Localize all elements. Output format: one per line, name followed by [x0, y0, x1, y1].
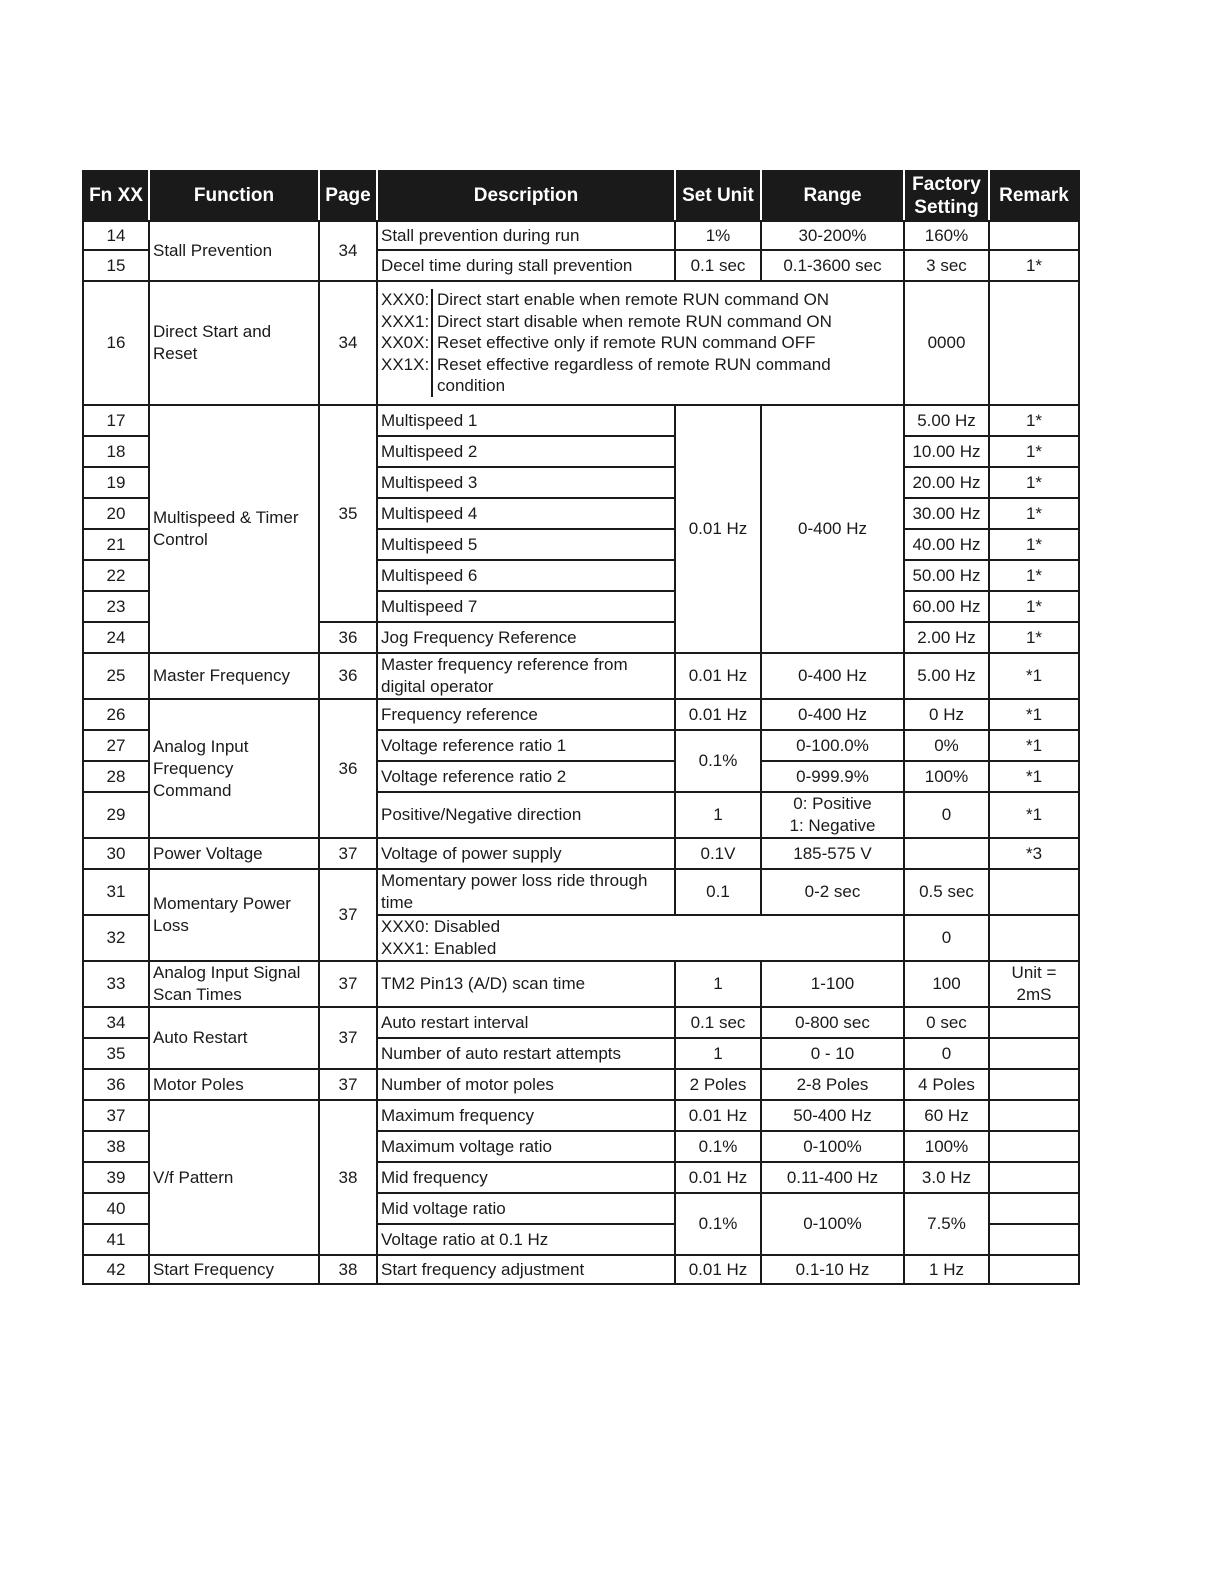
description-cell: Voltage reference ratio 1: [377, 730, 675, 761]
fn-cell: 42: [83, 1255, 149, 1284]
set-unit-cell: 0.01 Hz: [675, 1162, 761, 1193]
header-function: Function: [149, 171, 319, 221]
range-line: 1: Negative: [789, 816, 876, 835]
fn-cell: 27: [83, 730, 149, 761]
factory-cell: 0: [904, 915, 989, 961]
page-cell: 36: [319, 699, 377, 838]
set-unit-cell: 1: [675, 961, 761, 1007]
factory-cell: 2.00 Hz: [904, 622, 989, 653]
range-cell: 0.1-10 Hz: [761, 1255, 904, 1284]
range-cell: 185-575 V: [761, 838, 904, 869]
factory-cell: 0 sec: [904, 1007, 989, 1038]
description-cell: Stall prevention during run: [377, 221, 675, 250]
description-line: time: [381, 893, 414, 912]
page-cell: 37: [319, 869, 377, 961]
function-cell: Power Voltage: [149, 838, 319, 869]
table-row: [83, 405, 1079, 436]
set-unit-cell: 0.1 sec: [675, 250, 761, 281]
header-row: [83, 171, 1079, 221]
range-cell: 0 - 10: [761, 1038, 904, 1069]
page-cell: 34: [319, 281, 377, 405]
description-cell: Auto restart interval: [377, 1007, 675, 1038]
header-set-unit: Set Unit: [675, 171, 761, 221]
factory-cell: 60.00 Hz: [904, 591, 989, 622]
range-cell: 0-100.0%: [761, 730, 904, 761]
fn-cell: 28: [83, 761, 149, 792]
set-unit-cell: 0.1: [675, 869, 761, 915]
function-line: Multispeed & Timer: [153, 508, 299, 527]
set-unit-cell: 2 Poles: [675, 1069, 761, 1100]
remark-cell: 1*: [989, 436, 1079, 467]
function-line: Scan Times: [153, 985, 242, 1004]
header-remark: Remark: [989, 171, 1079, 221]
remark-cell: 1*: [989, 622, 1079, 653]
fn-cell: 21: [83, 529, 149, 560]
remark-cell: 1*: [989, 529, 1079, 560]
fn-cell: 26: [83, 699, 149, 730]
function-cell: Start Frequency: [149, 1255, 319, 1284]
range-cell: 0-100%: [761, 1131, 904, 1162]
range-cell: 0-400 Hz: [761, 405, 904, 653]
range-cell: 50-400 Hz: [761, 1100, 904, 1131]
set-unit-cell: 0.1%: [675, 1131, 761, 1162]
description-cell: Number of motor poles: [377, 1069, 675, 1100]
set-unit-cell: 0.01 Hz: [675, 653, 761, 699]
remark-cell: [989, 1038, 1079, 1069]
fn-cell: 22: [83, 560, 149, 591]
factory-cell: 0 Hz: [904, 699, 989, 730]
fn-cell: 34: [83, 1007, 149, 1038]
description-cell: Frequency reference: [377, 699, 675, 730]
function-line: Frequency: [153, 758, 234, 778]
remark-cell: *1: [989, 792, 1079, 838]
function-line: Control: [153, 530, 208, 549]
page-cell: 37: [319, 961, 377, 1007]
function-cell: Stall Prevention: [149, 221, 319, 281]
function-cell: Motor Poles: [149, 1069, 319, 1100]
fn-cell: 29: [83, 792, 149, 838]
set-unit-cell: 1: [675, 1038, 761, 1069]
factory-cell: 7.5%: [904, 1193, 989, 1255]
factory-cell: 0.5 sec: [904, 869, 989, 915]
page-cell: 34: [319, 221, 377, 281]
factory-cell: 4 Poles: [904, 1069, 989, 1100]
factory-cell: 100: [904, 961, 989, 1007]
description-cell: [377, 915, 904, 961]
factory-cell: 1 Hz: [904, 1255, 989, 1284]
set-unit-cell: 0.01 Hz: [675, 405, 761, 653]
remark-cell: [989, 1162, 1079, 1193]
remark-cell: 1*: [989, 560, 1079, 591]
factory-cell: 5.00 Hz: [904, 653, 989, 699]
parameter-table: [82, 170, 1080, 1285]
fn-cell: 32: [83, 915, 149, 961]
range-cell: [761, 792, 904, 838]
description-cell: Voltage reference ratio 2: [377, 761, 675, 792]
remark-cell: [989, 1069, 1079, 1100]
factory-cell: 3.0 Hz: [904, 1162, 989, 1193]
remark-cell: 1*: [989, 498, 1079, 529]
function-cell: [149, 281, 319, 405]
function-line: Command: [153, 780, 232, 800]
description-cell: Multispeed 3: [377, 467, 675, 498]
table-row: [83, 961, 1079, 1007]
set-unit-cell: 1%: [675, 221, 761, 250]
set-unit-cell: 0.1%: [675, 1193, 761, 1255]
function-line: Momentary Power: [153, 894, 291, 913]
range-cell: 0-2 sec: [761, 869, 904, 915]
fn-cell: 18: [83, 436, 149, 467]
description-line: XXX0: Disabled: [381, 917, 501, 936]
description-cell: Positive/Negative direction: [377, 792, 675, 838]
page-cell: 38: [319, 1100, 377, 1255]
factory-cell: 100%: [904, 761, 989, 792]
table-row: [83, 1007, 1079, 1038]
description-cell: Multispeed 1: [377, 405, 675, 436]
factory-cell: 30.00 Hz: [904, 498, 989, 529]
fn-cell: 17: [83, 405, 149, 436]
page-cell: 36: [319, 653, 377, 699]
description-cell: Multispeed 5: [377, 529, 675, 560]
range-cell: 0.11-400 Hz: [761, 1162, 904, 1193]
header-factory-line1: Factory: [912, 174, 981, 195]
remark-line: 2mS: [1016, 985, 1052, 1004]
page-cell: 38: [319, 1255, 377, 1284]
range-cell: 0-999.9%: [761, 761, 904, 792]
table-row: [83, 869, 1079, 915]
description-cell: Mid frequency: [377, 1162, 675, 1193]
code-value: XX0X:: [381, 332, 433, 354]
remark-cell: [989, 281, 1079, 405]
function-cell: Master Frequency: [149, 653, 319, 699]
range-cell: 2-8 Poles: [761, 1069, 904, 1100]
factory-cell: 160%: [904, 221, 989, 250]
page-cell: 37: [319, 838, 377, 869]
function-cell: [149, 405, 319, 653]
code-value: XXX1:: [381, 311, 433, 333]
fn-cell: 25: [83, 653, 149, 699]
fn-cell: 19: [83, 467, 149, 498]
fn-cell: 38: [83, 1131, 149, 1162]
fn-cell: 36: [83, 1069, 149, 1100]
factory-cell: 100%: [904, 1131, 989, 1162]
remark-cell: [989, 1224, 1079, 1255]
code-desc: condition: [437, 376, 506, 396]
range-cell: 30-200%: [761, 221, 904, 250]
fn-cell: 20: [83, 498, 149, 529]
description-line: Master frequency reference from: [381, 655, 628, 674]
function-line: Loss: [153, 916, 189, 935]
header-factory-setting: [904, 171, 989, 221]
fn-cell: 37: [83, 1100, 149, 1131]
remark-cell: 1*: [989, 250, 1079, 281]
description-cell: Maximum frequency: [377, 1100, 675, 1131]
table-row: [83, 1100, 1079, 1131]
factory-cell: 10.00 Hz: [904, 436, 989, 467]
fn-cell: 15: [83, 250, 149, 281]
remark-cell: 1*: [989, 467, 1079, 498]
table-row: [83, 1255, 1079, 1284]
remark-cell: [989, 1255, 1079, 1284]
function-cell: V/f Pattern: [149, 1100, 319, 1255]
remark-cell: [989, 915, 1079, 961]
table-row: [83, 653, 1079, 699]
function-cell: Auto Restart: [149, 1007, 319, 1069]
range-cell: 0-800 sec: [761, 1007, 904, 1038]
remark-cell: *1: [989, 699, 1079, 730]
table-row: [83, 838, 1079, 869]
range-cell: 0-400 Hz: [761, 653, 904, 699]
function-cell: [149, 961, 319, 1007]
set-unit-cell: 0.01 Hz: [675, 699, 761, 730]
fn-cell: 39: [83, 1162, 149, 1193]
header-page: Page: [319, 171, 377, 221]
remark-cell: *3: [989, 838, 1079, 869]
function-cell: [149, 699, 319, 838]
factory-cell: 0%: [904, 730, 989, 761]
remark-cell: [989, 961, 1079, 1007]
description-cell: Multispeed 7: [377, 591, 675, 622]
range-cell: 1-100: [761, 961, 904, 1007]
code-value-blank: [381, 375, 433, 397]
description-line: XXX1: Enabled: [381, 939, 497, 958]
description-cell: Start frequency adjustment: [377, 1255, 675, 1284]
fn-cell: 35: [83, 1038, 149, 1069]
set-unit-cell: 0.1 sec: [675, 1007, 761, 1038]
factory-cell: 50.00 Hz: [904, 560, 989, 591]
remark-cell: [989, 1007, 1079, 1038]
fn-cell: 41: [83, 1224, 149, 1255]
table-row: [83, 281, 1079, 405]
code-list: [381, 289, 900, 397]
remark-cell: [989, 1100, 1079, 1131]
range-line: 0: Positive: [793, 794, 872, 813]
fn-cell: 23: [83, 591, 149, 622]
description-cell: Decel time during stall prevention: [377, 250, 675, 281]
description-cell: [377, 653, 675, 699]
factory-cell: [904, 838, 989, 869]
description-cell: Number of auto restart attempts: [377, 1038, 675, 1069]
range-cell: 0-400 Hz: [761, 699, 904, 730]
code-desc: Direct start disable when remote RUN command ON: [437, 311, 832, 331]
factory-cell: 0000: [904, 281, 989, 405]
fn-cell: 30: [83, 838, 149, 869]
remark-cell: [989, 869, 1079, 915]
function-cell: [149, 869, 319, 961]
code-desc: Reset effective regardless of remote RUN command: [437, 354, 831, 374]
code-desc: Direct start enable when remote RUN command ON: [437, 290, 830, 310]
description-line: Momentary power loss ride through: [381, 871, 648, 890]
remark-cell: 1*: [989, 405, 1079, 436]
description-cell: Jog Frequency Reference: [377, 622, 675, 653]
description-cell: Multispeed 4: [377, 498, 675, 529]
description-cell: Voltage of power supply: [377, 838, 675, 869]
description-line: digital operator: [381, 677, 494, 696]
description-cell: [377, 281, 904, 405]
remark-cell: 1*: [989, 591, 1079, 622]
factory-cell: 0: [904, 792, 989, 838]
code-value: XXX0:: [381, 289, 433, 311]
factory-cell: 3 sec: [904, 250, 989, 281]
factory-cell: 20.00 Hz: [904, 467, 989, 498]
factory-cell: 40.00 Hz: [904, 529, 989, 560]
description-cell: [377, 869, 675, 915]
fn-cell: 40: [83, 1193, 149, 1224]
factory-cell: 5.00 Hz: [904, 405, 989, 436]
remark-cell: [989, 1131, 1079, 1162]
range-cell: 0.1-3600 sec: [761, 250, 904, 281]
fn-cell: 31: [83, 869, 149, 915]
code-value: XX1X:: [381, 354, 433, 376]
remark-cell: *1: [989, 730, 1079, 761]
fn-cell: 14: [83, 221, 149, 250]
function-line: Analog Input Signal: [153, 963, 301, 982]
remark-cell: *1: [989, 761, 1079, 792]
header-range: Range: [761, 171, 904, 221]
description-cell: Multispeed 6: [377, 560, 675, 591]
fn-cell: 24: [83, 622, 149, 653]
description-cell: Voltage ratio at 0.1 Hz: [377, 1224, 675, 1255]
function-line: Direct Start and: [153, 322, 272, 341]
page-cell: 37: [319, 1069, 377, 1100]
page-cell: 37: [319, 1007, 377, 1069]
set-unit-cell: 0.01 Hz: [675, 1100, 761, 1131]
page-cell: 36: [319, 622, 377, 653]
description-cell: TM2 Pin13 (A/D) scan time: [377, 961, 675, 1007]
factory-cell: 0: [904, 1038, 989, 1069]
table-row: [83, 699, 1079, 730]
remark-line: Unit =: [1011, 963, 1057, 982]
fn-cell: 16: [83, 281, 149, 405]
header-description: Description: [377, 171, 675, 221]
range-cell: 0-100%: [761, 1193, 904, 1255]
description-cell: Multispeed 2: [377, 436, 675, 467]
table-row: [83, 221, 1079, 250]
set-unit-cell: 0.1%: [675, 730, 761, 792]
page-cell: 35: [319, 405, 377, 622]
function-line: Analog Input: [153, 736, 249, 756]
table-row: [83, 1069, 1079, 1100]
code-desc: Reset effective only if remote RUN command OFF: [437, 333, 816, 353]
factory-cell: 60 Hz: [904, 1100, 989, 1131]
remark-cell: [989, 1193, 1079, 1224]
fn-cell: 33: [83, 961, 149, 1007]
description-cell: Maximum voltage ratio: [377, 1131, 675, 1162]
remark-cell: *1: [989, 653, 1079, 699]
set-unit-cell: 1: [675, 792, 761, 838]
function-line: Reset: [153, 344, 198, 363]
header-factory-line2: Setting: [914, 197, 979, 218]
set-unit-cell: 0.01 Hz: [675, 1255, 761, 1284]
description-cell: Mid voltage ratio: [377, 1193, 675, 1224]
set-unit-cell: 0.1V: [675, 838, 761, 869]
remark-cell: [989, 221, 1079, 250]
header-fn: Fn XX: [83, 171, 149, 221]
